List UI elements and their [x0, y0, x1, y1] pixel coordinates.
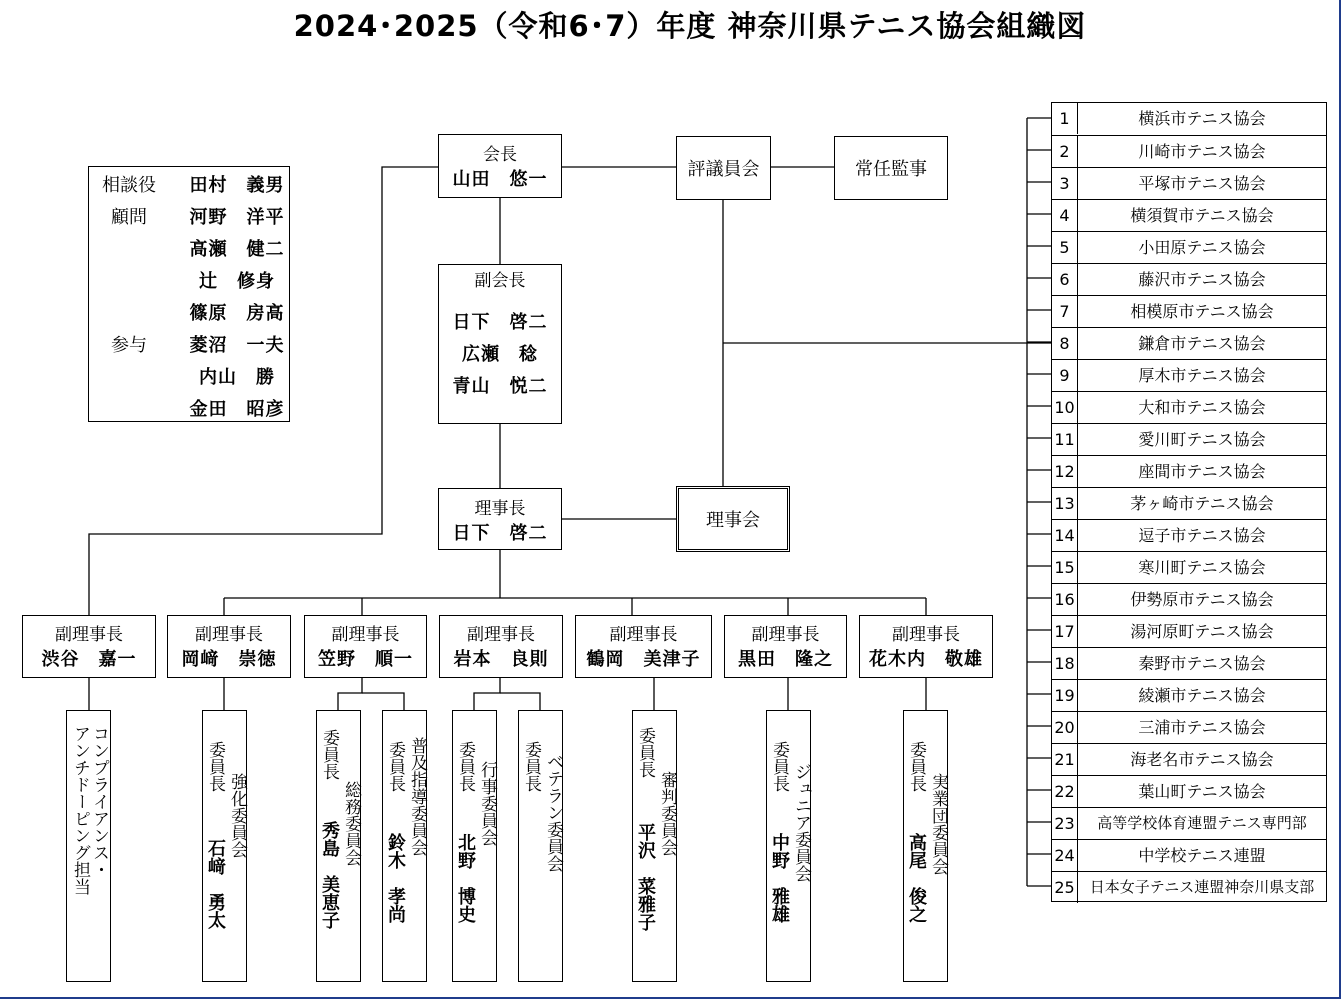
deputy-chairman-box [439, 615, 563, 678]
committee-chair-title: 委員長 [769, 741, 789, 792]
advisor-row [89, 331, 289, 363]
association-name: 秦野市テニス協会 [1138, 654, 1266, 673]
committee-compliance [66, 710, 111, 982]
association-row [1052, 743, 1326, 775]
association-row [1052, 423, 1326, 455]
association-number: 8 [1052, 328, 1078, 359]
deputy-chairman-box [859, 615, 993, 678]
board-box [676, 486, 790, 552]
vice-president-name: 日下 啓二 [452, 312, 548, 333]
committee-chair-name: 北野 博史 [455, 833, 476, 923]
association-number: 11 [1052, 424, 1078, 455]
committee-chair-title: 委員長 [635, 727, 655, 778]
association-row [1052, 359, 1326, 391]
association-number: 6 [1052, 264, 1078, 295]
committee-name: 総務委員会 [341, 781, 361, 866]
association-number: 13 [1052, 488, 1078, 519]
association-number: 7 [1052, 296, 1078, 327]
committee-name: 行事委員会 [477, 761, 497, 846]
association-number: 19 [1052, 680, 1078, 711]
vice-president-name: 広瀬 稔 [462, 344, 538, 365]
committee-chair-title: 委員長 [521, 741, 541, 792]
association-row [1052, 167, 1326, 199]
association-name: 横須賀市テニス協会 [1130, 206, 1274, 225]
deputy-role: 副理事長 [331, 625, 400, 645]
committee-line: アンチドーピング担当 [70, 725, 90, 895]
association-row [1052, 455, 1326, 487]
advisor-row [89, 171, 289, 203]
association-row [1052, 103, 1326, 135]
association-row [1052, 679, 1326, 711]
association-name: 茅ヶ崎市テニス協会 [1130, 494, 1274, 513]
committee-name: 審判委員会 [657, 771, 677, 856]
deputy-role: 副理事長 [609, 625, 678, 645]
advisor-name: 高瀬 健二 [189, 239, 285, 260]
association-name: 伊勢原市テニス協会 [1130, 590, 1274, 609]
association-number: 16 [1052, 584, 1078, 615]
association-number: 3 [1052, 168, 1078, 199]
council-box [676, 136, 771, 200]
committee-chair-name: 中野 雅雄 [769, 833, 790, 923]
committee-name: 強化委員会 [227, 773, 247, 858]
chairman-role: 理事長 [474, 499, 526, 519]
association-row [1052, 487, 1326, 519]
association-number: 21 [1052, 744, 1078, 775]
deputy-name: 花木内 敬雄 [869, 649, 983, 670]
association-number: 1 [1052, 103, 1078, 134]
committee-chair-name: 高尾 俊之 [906, 833, 927, 923]
association-row [1052, 135, 1326, 167]
deputy-name: 岩本 良則 [453, 649, 549, 670]
committee-name: 実業団委員会 [928, 773, 948, 875]
association-number: 12 [1052, 456, 1078, 487]
deputy-role: 副理事長 [892, 625, 960, 645]
association-row [1052, 583, 1326, 615]
committee-chair-name: 平沢 菜雅子 [635, 823, 656, 931]
advisor-name: 金田 昭彦 [189, 399, 285, 420]
association-row [1052, 839, 1326, 871]
association-number: 22 [1052, 776, 1078, 807]
committee-name: 普及指導委員会 [407, 737, 427, 856]
association-number: 9 [1052, 360, 1078, 391]
association-number: 2 [1052, 136, 1078, 167]
association-row [1052, 551, 1326, 583]
advisor-role: 顧問 [111, 207, 147, 228]
association-name: 平塚市テニス協会 [1138, 174, 1266, 193]
association-row [1052, 775, 1326, 807]
deputy-name: 岡﨑 崇徳 [181, 649, 277, 670]
association-number: 5 [1052, 232, 1078, 263]
advisor-row [89, 363, 289, 395]
advisor-name: 菱沼 一夫 [189, 335, 285, 356]
advisor-row [89, 235, 289, 267]
association-name: 横浜市テニス協会 [1138, 109, 1266, 128]
association-name: 海老名市テニス協会 [1130, 750, 1274, 769]
association-name: 座間市テニス協会 [1138, 462, 1266, 481]
association-name: 川崎市テニス協会 [1138, 142, 1266, 161]
association-number: 4 [1052, 200, 1078, 231]
committee-general-affairs [316, 710, 361, 982]
committee-chair-title: 委員長 [205, 741, 225, 792]
association-name: 相模原市テニス協会 [1130, 302, 1274, 321]
vice-president-name: 青山 悦二 [452, 376, 548, 397]
association-name: 逗子市テニス協会 [1138, 526, 1266, 545]
association-name: 藤沢市テニス協会 [1138, 270, 1266, 289]
president-role: 会長 [483, 145, 517, 165]
deputy-role: 副理事長 [751, 625, 820, 645]
association-number: 17 [1052, 616, 1078, 647]
vice-president-box [438, 264, 562, 424]
association-row [1052, 871, 1326, 903]
association-row [1052, 199, 1326, 231]
association-number: 25 [1052, 872, 1078, 903]
association-name: 寒川町テニス協会 [1138, 558, 1266, 577]
association-row [1052, 263, 1326, 295]
deputy-role: 副理事長 [55, 625, 123, 645]
association-name: 湯河原町テニス協会 [1130, 622, 1274, 641]
committee-chair-title: 委員長 [906, 741, 926, 792]
association-number: 18 [1052, 648, 1078, 679]
association-row [1052, 231, 1326, 263]
deputy-role: 副理事長 [467, 625, 535, 645]
advisor-role: 参与 [111, 335, 147, 356]
association-row [1052, 807, 1326, 839]
association-number: 14 [1052, 520, 1078, 551]
association-number: 15 [1052, 552, 1078, 583]
council-label: 評議員会 [687, 159, 760, 180]
committee-chair-title: 委員長 [455, 741, 475, 792]
advisor-name: 田村 義男 [189, 175, 285, 196]
advisor-row [89, 203, 289, 235]
association-number: 20 [1052, 712, 1078, 743]
association-row [1052, 519, 1326, 551]
committee-chair-name: 鈴木 孝尚 [385, 833, 406, 923]
advisor-name: 内山 勝 [199, 367, 275, 388]
deputy-chairman-box [22, 615, 156, 678]
auditor-label: 常任監事 [855, 159, 927, 180]
chairman-name: 日下 啓二 [452, 523, 548, 544]
committee-chair-name: 秀島 美恵子 [319, 821, 340, 929]
deputy-chairman-box [167, 615, 291, 678]
advisor-row [89, 267, 289, 299]
association-number: 24 [1052, 840, 1078, 871]
association-name: 綾瀬市テニス協会 [1138, 686, 1266, 705]
vice-president-role: 副会長 [474, 271, 526, 291]
president-box [438, 134, 562, 198]
association-row [1052, 327, 1326, 359]
association-name: 中学校テニス連盟 [1138, 846, 1266, 865]
advisor-row [89, 299, 289, 331]
association-name: 日本女子テニス連盟神奈川県支部 [1089, 878, 1315, 896]
association-name: 葉山町テニス協会 [1138, 782, 1266, 801]
committee-line: コンプライアンス・ [89, 725, 109, 878]
committee-promotion [382, 710, 427, 982]
advisor-name: 辻 修身 [199, 271, 275, 292]
advisors-box [88, 166, 290, 422]
deputy-chairman-box [724, 615, 847, 678]
committee-name: ジュニア委員会 [791, 763, 811, 882]
association-row [1052, 295, 1326, 327]
committee-corporate [903, 710, 948, 982]
committee-name: ベテラン委員会 [543, 753, 563, 872]
president-name: 山田 悠一 [452, 169, 548, 190]
advisor-row [89, 395, 289, 427]
deputy-name: 渋谷 嘉一 [41, 649, 137, 670]
association-row [1052, 391, 1326, 423]
chairman-box [438, 488, 562, 550]
association-number: 23 [1052, 808, 1078, 839]
association-name: 鎌倉市テニス協会 [1138, 334, 1266, 353]
deputy-role: 副理事長 [195, 625, 263, 645]
association-name: 三浦市テニス協会 [1138, 718, 1266, 737]
association-name: 小田原テニス協会 [1138, 238, 1266, 257]
committee-chair-name: 石﨑 勇太 [205, 839, 226, 929]
association-name: 愛川町テニス協会 [1138, 430, 1266, 449]
committee-junior [766, 710, 811, 982]
association-name: 厚木市テニス協会 [1138, 366, 1266, 385]
committee-veteran [518, 710, 563, 982]
association-row [1052, 711, 1326, 743]
association-name: 高等学校体育連盟テニス専門部 [1097, 814, 1307, 832]
deputy-name: 黒田 隆之 [738, 649, 833, 670]
committee-strengthening [202, 710, 247, 982]
committee-referee [632, 710, 677, 982]
association-number: 10 [1052, 392, 1078, 423]
board-label: 理事会 [706, 510, 760, 531]
deputy-name: 鶴岡 美津子 [586, 649, 701, 670]
committee-chair-title: 委員長 [319, 729, 339, 780]
advisor-name: 篠原 房高 [189, 303, 285, 324]
advisor-name: 河野 洋平 [189, 207, 285, 228]
association-row [1052, 615, 1326, 647]
advisor-role: 相談役 [102, 175, 156, 196]
deputy-name: 笠野 順一 [318, 649, 413, 670]
deputy-chairman-box [304, 615, 427, 678]
auditor-box [834, 136, 948, 200]
deputy-chairman-box [575, 615, 712, 678]
committee-chair-title: 委員長 [385, 741, 405, 792]
page-title: 2024･2025（令和6･7）年度 神奈川県テニス協会組織図 [293, 9, 1087, 43]
member-associations-table [1051, 102, 1327, 902]
association-row [1052, 647, 1326, 679]
committee-events [452, 710, 497, 982]
association-name: 大和市テニス協会 [1138, 398, 1266, 417]
